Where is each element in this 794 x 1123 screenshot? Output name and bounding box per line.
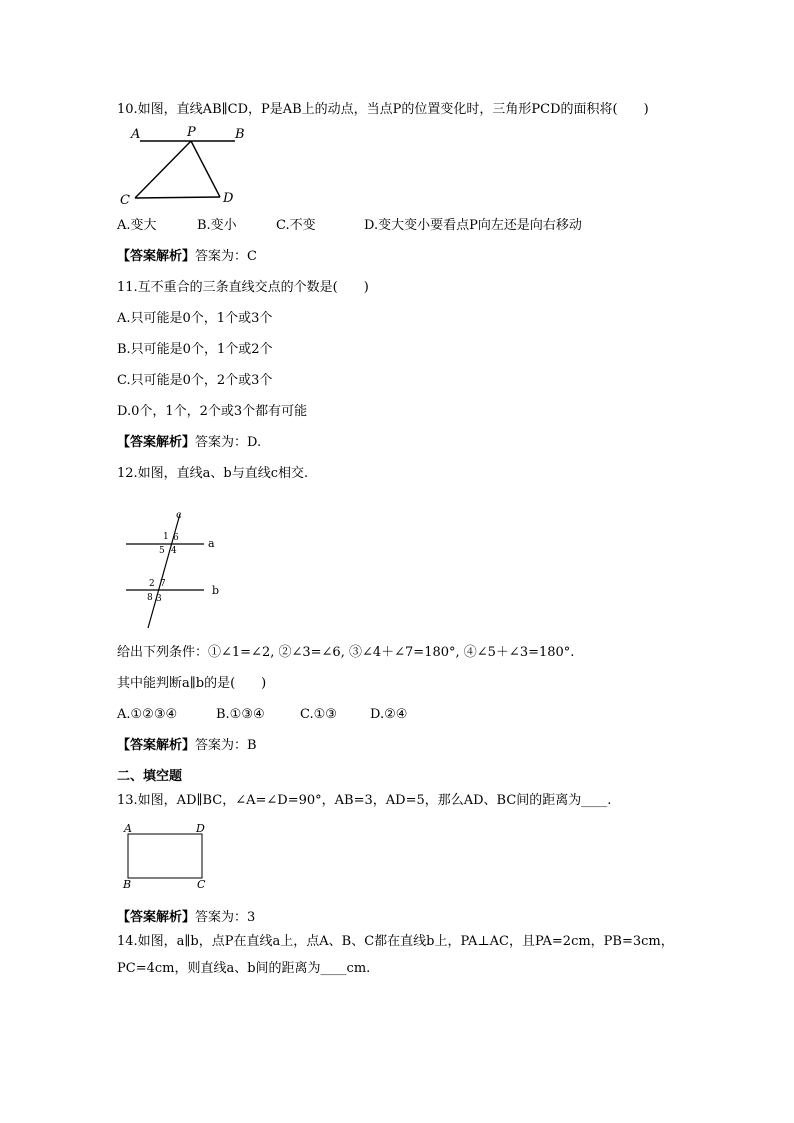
q10-option-c: C.不变 [276, 218, 316, 233]
label-a: a [208, 537, 215, 550]
label-c: c [176, 510, 182, 521]
angle-8: 8 [147, 593, 153, 603]
segment-pc [135, 141, 191, 198]
q12-option-d: D.②④ [370, 707, 408, 722]
answer-text: 答案为：C [195, 249, 257, 264]
q10-option-d: D.变大变小要看点P向左还是向右移动 [364, 218, 582, 233]
label-a: A [131, 127, 141, 142]
answer-text: 答案为：B [195, 738, 257, 753]
q12-answer [117, 738, 257, 754]
q12-options [117, 707, 407, 723]
angle-4: 4 [171, 546, 177, 556]
q11-question: 11.互不重合的三条直线交点的个数是( ) [117, 280, 369, 295]
angle-3: 3 [156, 594, 162, 604]
answer-text: 答案为：3 [195, 910, 256, 925]
angle-7: 7 [160, 579, 166, 589]
q12-conditions: 给出下列条件：①∠1=∠2, ②∠3=∠6, ③∠4＋∠7=180°, ④∠5＋∠3=180°. [117, 645, 575, 660]
q10-answer [117, 249, 257, 265]
label-b: B [123, 878, 132, 891]
section-heading: 二、填空题 [117, 769, 183, 784]
q10-option-b: B.变小 [197, 218, 237, 233]
q12-option-a: A.①②③④ [117, 707, 178, 722]
answer-text: 答案为：D. [195, 435, 262, 450]
q13-figure [120, 822, 220, 892]
q12-question: 12.如图，直线a、b与直线c相交. [117, 466, 309, 481]
label-d: D [196, 822, 205, 835]
q12-option-b: B.①③④ [216, 707, 265, 722]
angle-6: 6 [173, 533, 179, 543]
segment-pd [191, 141, 220, 197]
answer-tag: 【答案解析】 [117, 738, 196, 753]
label-c: C [120, 193, 130, 208]
segment-cd [135, 197, 220, 198]
angle-5: 5 [159, 546, 165, 556]
q11-answer [117, 435, 261, 451]
q13-question: 13.如图，AD∥BC，∠A=∠D=90°，AB=3，AD=5，那么AD、BC间的距离为____. [117, 793, 612, 808]
q14-line1: 14.如图，a∥b，点P在直线a上，点A、B、C都在直线b上，PA⊥AC，且PA=2cm，PB=3cm， [117, 934, 674, 949]
q10-figure [115, 124, 255, 208]
q11-option-d: D.0个，1个，2个或3个都有可能 [117, 404, 308, 419]
label-b: B [235, 127, 245, 142]
q14-line2: PC=4cm，则直线a、b间的距离为____cm. [117, 961, 371, 976]
q12-prompt: 其中能判断a∥b的是( ) [117, 676, 267, 691]
q10-question: 10.如图，直线AB∥CD，P是AB上的动点，当点P的位置变化时，三角形PCD的面积将( ) [117, 102, 649, 117]
q10-option-a: A.变大 [117, 218, 157, 233]
angle-1: 1 [163, 532, 169, 542]
label-d: D [223, 191, 234, 206]
q13-answer [117, 910, 255, 926]
q11-option-a: A.只可能是0个，1个或3个 [117, 311, 273, 326]
q11-option-c: C.只可能是0个，2个或3个 [117, 373, 273, 388]
label-p: P [187, 125, 196, 140]
q12-option-c: C.①③ [300, 707, 337, 722]
q12-figure [120, 506, 230, 630]
label-c: C [197, 878, 206, 891]
q10-options [117, 218, 582, 234]
rectangle-abcd [128, 834, 202, 878]
q11-option-b: B.只可能是0个，1个或2个 [117, 342, 273, 357]
angle-2: 2 [149, 579, 155, 589]
label-b: b [212, 584, 220, 597]
label-a: A [124, 822, 132, 835]
answer-tag: 【答案解析】 [117, 435, 196, 450]
answer-tag: 【答案解析】 [117, 249, 196, 264]
answer-tag: 【答案解析】 [117, 910, 196, 925]
